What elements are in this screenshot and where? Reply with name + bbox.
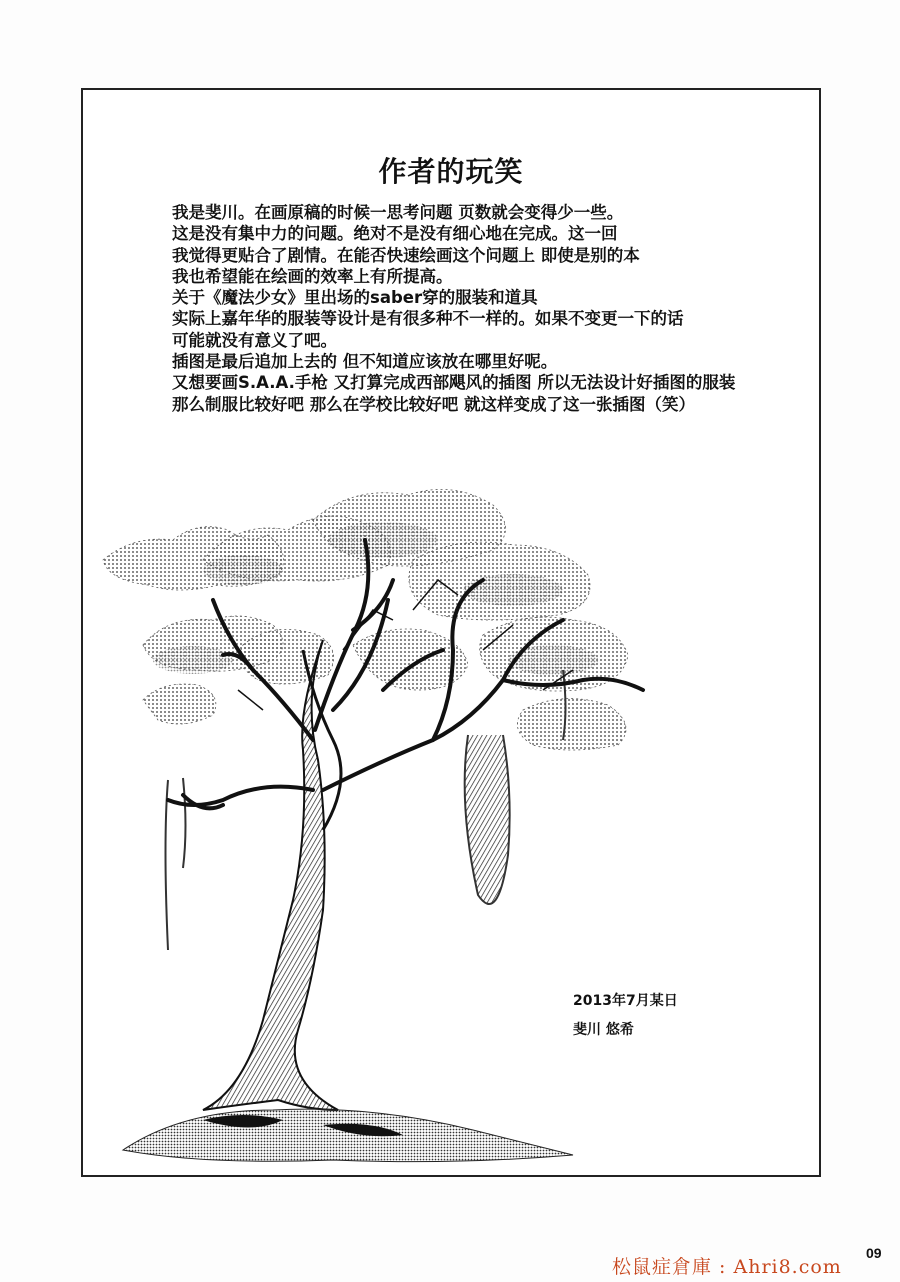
text-line: 插图是最后追加上去的 但不知道应该放在哪里好呢。 <box>172 352 558 372</box>
page-frame <box>81 88 821 1177</box>
hanging-moss <box>166 670 566 950</box>
date-signature: 2013年7月某日 <box>573 993 678 1009</box>
page-title: 作者的玩笑 <box>378 155 524 188</box>
text-line: 我也希望能在绘画的效率上有所提高。 <box>172 266 453 286</box>
text-line: 我觉得更贴合了剧情。在能否快速绘画这个问题上 即使是别的本 <box>172 245 640 265</box>
text-line: 又想要画S.A.A.手枪 又打算完成西部飓风的插图 所以无法设计好插图的服装 <box>172 373 736 393</box>
page-number: 09 <box>866 1245 882 1261</box>
text-line: 我是斐川。在画原稿的时候一思考问题 页数就会变得少一些。 <box>172 203 624 222</box>
text-line: 这是没有集中力的问题。绝对不是没有细心地在完成。这一回 <box>172 224 618 244</box>
tree-illustration <box>83 90 819 1175</box>
ground-shadow <box>123 1109 573 1161</box>
author-signature: 斐川 悠希 <box>573 1022 634 1038</box>
text-line: 关于《魔法少女》里出场的saber穿的服装和道具 <box>172 288 538 308</box>
text-line: 可能就没有意义了吧。 <box>172 330 337 350</box>
watermark: 松鼠症倉庫 : Ahri8.com <box>612 1256 842 1278</box>
text-line: 那么制服比较好吧 那么在学校比较好吧 就这样变成了这一张插图（笑） <box>172 394 695 414</box>
text-line: 实际上嘉年华的服装等设计是有很多种不一样的。如果不变更一下的话 <box>172 309 684 329</box>
